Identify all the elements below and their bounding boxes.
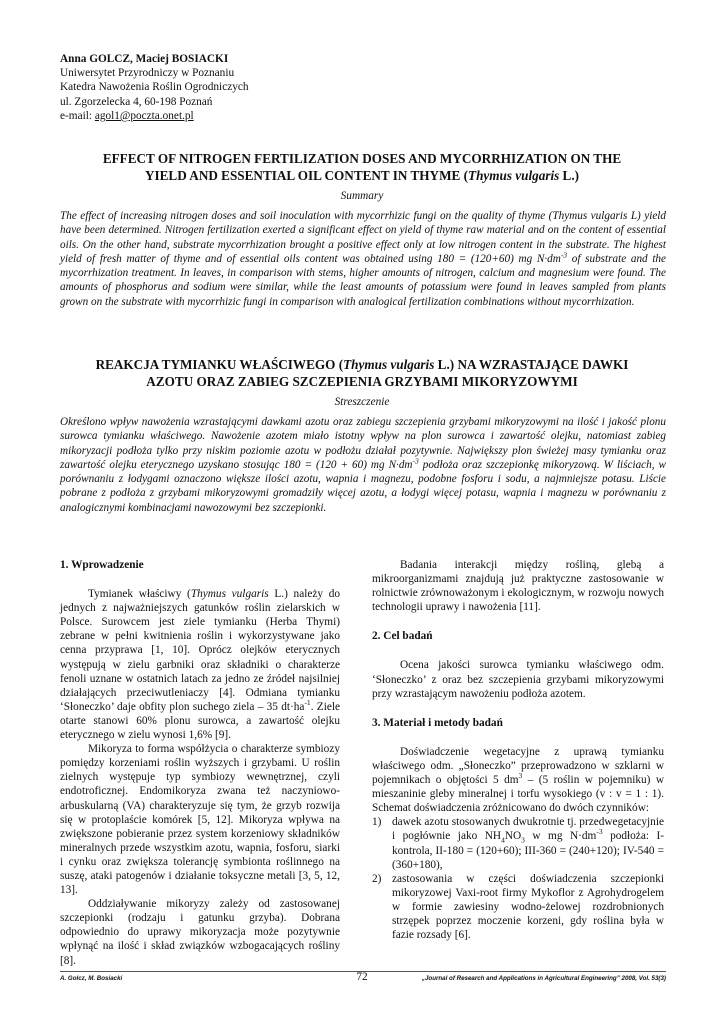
- page-number: 72: [356, 971, 368, 983]
- polish-summary-text: Określono wpływ nawożenia wzrastającymi dawkami azotu oraz zabiegu szczepienia grzybami mikoryzowymi na ilość i jakość plonu surowca tymianku właściwego. Nawożenie azotem miało istotny wpływ na plon surowca i zawartość olejku, natomiast zabieg mikoryzacji podłoża tylko przy niskim poziomie azotu w podłożu działał pozytywnie. Największy plon świeżej masy tymianku oraz zawartość olejku eterycznego uzyskano stosując 180 = (120 + 60) mg N·dm: [60, 416, 666, 471]
- polish-summary-sup: -3: [412, 456, 419, 466]
- factor-list: [372, 815, 664, 942]
- paragraph-text: Tymianek właściwy (: [88, 588, 191, 601]
- list-text: w mg N·dm: [524, 830, 597, 843]
- section-heading-aim: 2. Cel badań: [372, 630, 433, 643]
- email-link[interactable]: agol1@poczta.onet.pl: [94, 109, 194, 122]
- english-summary-text: The effect of increasing nitrogen doses and soil inoculation with mycorrhizic fungi on the quality of thyme (Thymus vulgaris L) yield have been determined. Nitrogen fertilization exerted a significant effect on yield of thyme raw material and on the content of essential oils. On the other hand, substrate mycorrhization brought a positive effect only at low nitrogen content in the substrate. The highest yield of fresh matter of thyme and of essential oils content was obtained using 180 = (120+60) mg N·dm: [60, 210, 666, 265]
- english-title-line1: EFFECT OF NITROGEN FERTILIZATION DOSES AND MYCORRHIZATION ON THE: [102, 151, 622, 166]
- list-item: [372, 815, 664, 871]
- footer-authors: A. Golcz, M. Bosiacki: [60, 975, 123, 982]
- polish-summary: [60, 415, 666, 515]
- email-line: [60, 109, 249, 123]
- footer-journal: „Journal of Research and Applications in Agricultural Engineering” 2008, Vol. 53(3): [421, 975, 666, 982]
- list-text: zastosowania w części doświadczenia szczepionki mikoryzowej Vaxi-root firmy Mykoflor z Agrohydrogelem w formie zawiesiny wodno-żelowej rozdrobnionych strzępek poprzez moczenie korzeni, gdy roślina była w fazie rozsady [6].: [392, 872, 664, 942]
- authors: Anna GOLCZ, Maciej BOSIACKI: [60, 53, 229, 65]
- author-affiliation: [60, 52, 249, 123]
- paragraph-intro-2: Mikoryza to forma współżycia o charakterze symbiozy pomiędzy korzeniami roślin wyższych i grzybami. U roślin zielnych występuje typ symbiozy wewnętrznej, czyli endotroficznej. Endomikoryza zwana też naczyniowo-arbuskularną (VA) charakteryzuje się tym, że grzyb rozwija się w protoplaście komórek [5, 12]. Mikoryza wpływa na zwiększone pobieranie przez system korzeniowy składników mineralnych przede wszystkim azotu, wapnia, fosforu, siarki i cynku oraz zwiększa tolerancję symbionta roślinnego na suszę, ataki patogenów i działanie toksyczne metali [3, 5, 12, 13].: [60, 743, 340, 897]
- paragraph-text: – (5 roślin w pojemniku) w mieszaninie gleby mineralnej i torfu wysokiego (v : v = 1 : 1). Schemat doświadczenia zróżnicowano do dwóch czynników:: [372, 774, 664, 815]
- polish-summary-text-cont: podłoża oraz szczepionkę mikoryzową. W liściach, w porównaniu z łodygami oznaczono większe ilości azotu, wapnia i magnezu, podobne fosforu i sodu, a najmniejsze potasu. Liście pobrane z podłoża z grzybami mikoryzowymi gromadziły więcej azotu, a łodygi więcej potasu, wapnia i magnezu w porównaniu z analogicznymi kombinacjami nawozowymi bez szczepionki.: [60, 458, 666, 514]
- english-title-species: Thymus vulgaris: [468, 167, 560, 183]
- section-heading-methods: 3. Materiał i metody badań: [372, 716, 503, 729]
- right-column: [372, 558, 664, 942]
- list-text: dawek azotu stosowanych dwukrotnie tj. przedwegetacyjnie i pogłównie jako NH: [392, 816, 664, 843]
- paragraph-methods: [372, 745, 664, 815]
- list-number: 2): [372, 872, 382, 885]
- list-text: podłoża: I-kontrola, II-180 = (120+60); III-360 = (240+120); IV-540 = (360+180),: [392, 830, 664, 871]
- polish-title-species: Thymus vulgaris: [343, 357, 435, 372]
- department: Katedra Nawożenia Roślin Ogrodniczych: [60, 81, 249, 94]
- polish-summary-heading: Streszczenie: [334, 396, 390, 408]
- english-summary-sup: -3: [560, 250, 568, 260]
- english-title: [60, 151, 664, 184]
- list-item: [372, 872, 664, 942]
- left-column: [60, 558, 340, 968]
- list-number: 1): [372, 816, 382, 829]
- english-summary-text-cont: of substrate and the mycorrhization treatment. In leaves, in comparison with stems, higher amounts of nitrogen, calcium and magnesium were found. The amounts of phosphorus and sodium were similar, while the least amounts of potassium were found in leaves sampled from plants grown on the substrate with mycorrhizic fungi in comparison with analogical fertilization combinations without mycorrhization.: [60, 252, 666, 308]
- english-title-line2: [60, 168, 664, 185]
- paragraph-intro-1: [60, 587, 340, 742]
- superscript: -3: [596, 827, 603, 837]
- polish-title-line2: AZOTU ORAZ ZABIEG SZCZEPIENIA GRZYBAMI MIKORYZOWYMI: [146, 373, 578, 389]
- paragraph-text: . Ziele otarte stanowi 60% plonu surowca, a zawartość olejku eterycznego w zielu wynosi 1,6% [9].: [60, 700, 341, 742]
- english-title-text: YIELD AND ESSENTIAL OIL CONTENT IN THYME (: [144, 167, 469, 183]
- english-summary-heading: Summary: [340, 190, 384, 202]
- paragraph-intro-4: Badania interakcji między rośliną, glebą a mikroorganizmami znajdują już praktyczne zastosowanie w rolnictwie zrównoważonym i ekologicznym, w rozwoju nowych technologii uprawy i nawożenia [11].: [372, 559, 664, 614]
- superscript: 3: [518, 771, 523, 781]
- section-heading-introduction: 1. Wprowadzenie: [60, 559, 144, 571]
- email-label: e-mail:: [60, 109, 95, 122]
- english-title-suffix: L.): [559, 167, 580, 183]
- paragraph-aim: Ocena jakości surowca tymianku właściwego odm. ‘Słoneczko’ z oraz bez szczepienia grzybami mikoryzowymi przy wzrastającym nawożeniu podłoża azotem.: [372, 659, 664, 700]
- paragraph-text: L.) należy do jednych z najważniejszych gatunków roślin zielarskich w Polsce. Surowcem jest ziele tymianku (Herba Thymi) zebrane w pełni kwitnienia roślin i wykorzystywane jako cenna przyprawa [1, 10]. Oprócz olejków eterycznych występują w zielu garbniki oraz składniki o charakterze fenoli uznane w ostatnich latach za jedno ze źródeł najsilniej działających przeciwutleniaczy [4]. Odmiana tymianku ‘Słoneczko’ daje obfity plon suchego ziela – 35 dt·ha: [60, 588, 340, 713]
- superscript: -1: [304, 698, 311, 708]
- polish-title-suffix: L.) NA WZRASTAJĄCE DAWKI: [434, 357, 629, 372]
- subscript: 3: [521, 835, 525, 845]
- list-text: NO: [504, 830, 522, 843]
- address: ul. Zgorzelecka 4, 60-198 Poznań: [60, 95, 213, 108]
- subscript: 4: [501, 835, 505, 845]
- polish-title: [60, 357, 664, 390]
- university: Uniwersytet Przyrodniczy w Poznaniu: [60, 67, 235, 80]
- paragraph-intro-3: Oddziaływanie mikoryzy zależy od zastosowanej szczepionki (rodzaju i gatunku grzyba). Dobrana odpowiednio do uprawy mikoryzacja może pozytywnie wpłynąć na ilość i skład związków wzbogacających rośliny [8].: [60, 898, 340, 967]
- species-name: Thymus vulgaris: [190, 588, 269, 601]
- english-summary: [60, 209, 666, 309]
- polish-title-text: REAKCJA TYMIANKU WŁAŚCIWEGO (: [95, 357, 344, 372]
- paragraph-text: Doświadczenie wegetacyjne z uprawą tymianku właściwego odm. „Słoneczko” przeprowadzono w szklarni w pojemnikach o objętości 5 dm: [372, 745, 664, 787]
- polish-title-line1: [60, 357, 664, 374]
